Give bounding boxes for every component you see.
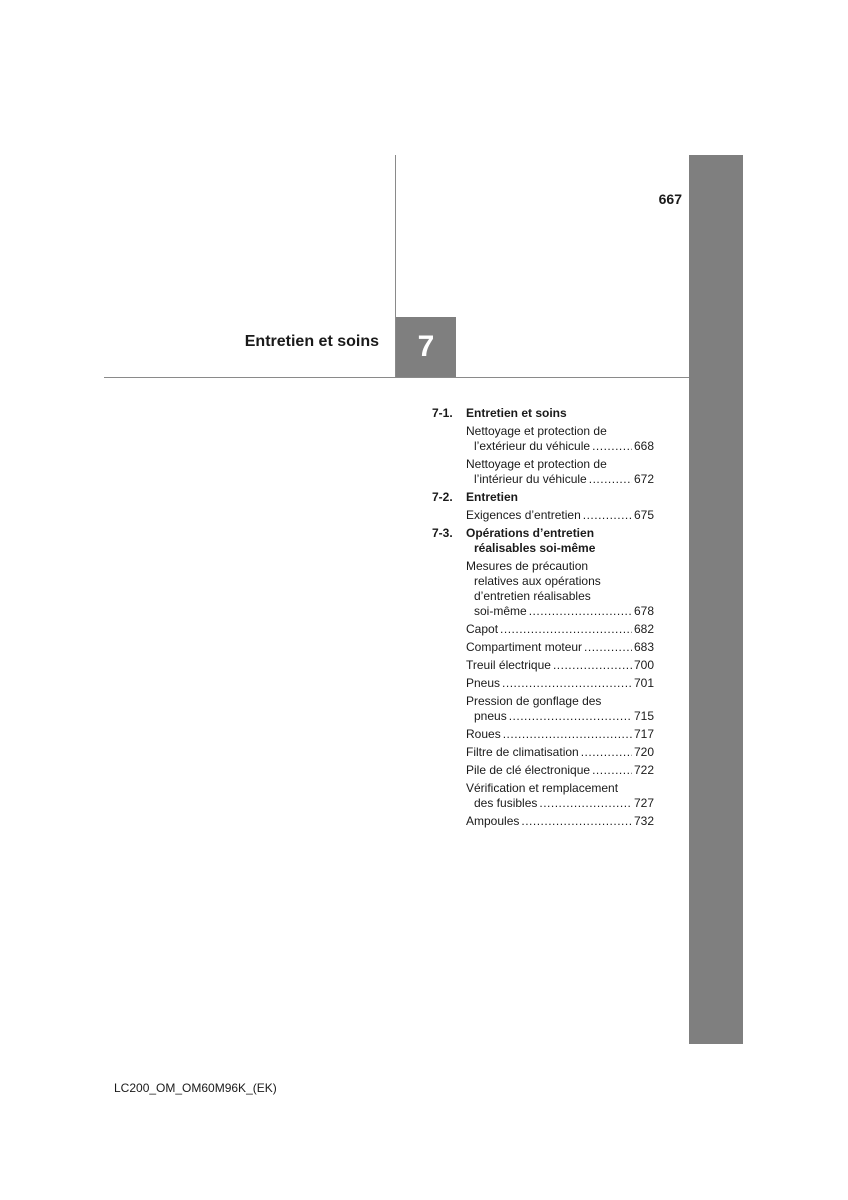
toc-entry[interactable] [432,424,654,454]
toc-leader-dots [589,472,632,487]
toc-leader-dots [553,658,632,673]
toc-entry[interactable] [432,694,654,724]
toc-entry-line: Nettoyage et protection de [466,457,607,471]
table-of-contents [432,406,654,832]
toc-entry-title: Pneus [466,676,501,690]
toc-leader-dots [500,622,632,637]
toc-leader-dots [581,745,632,760]
toc-entry-title: pneus [474,709,507,723]
toc-leader-dots [502,676,632,691]
toc-entry-page: 732 [633,814,654,828]
toc-entry-page: 672 [633,472,654,486]
toc-entry-page: 727 [633,796,654,810]
toc-entry-page: 678 [633,604,654,618]
toc-entry-leader-line [466,796,654,811]
toc-entry-line: Vérification et remplacement [466,781,619,795]
toc-entry-leader-line [466,640,654,655]
toc-entry-page: 720 [633,745,654,759]
toc-entry-title: soi-même [474,604,527,618]
toc-leader-dots [592,439,632,454]
toc-entry-title: Compartiment moteur [466,640,583,654]
toc-entry-title: des fusibles [474,796,538,810]
toc-section-title: Opérations d’entretien [466,526,595,540]
toc-entry-leader-line [466,658,654,673]
toc-entry[interactable] [432,781,654,811]
toc-section-title: Entretien [466,490,519,504]
toc-entry-leader-line [466,745,654,760]
toc-entry[interactable] [432,508,654,523]
toc-entry-title: Roues [466,727,501,741]
toc-entry-title: Ampoules [466,814,520,828]
chapter-side-tab [689,155,743,1044]
toc-entry[interactable] [432,727,654,742]
toc-entry-page: 717 [633,727,654,741]
toc-section [432,406,654,421]
toc-entry[interactable] [432,658,654,673]
toc-leader-dots [529,604,632,619]
toc-entry[interactable] [432,457,654,487]
toc-section [432,526,654,556]
toc-entry-page: 700 [633,658,654,672]
toc-entry-page: 722 [633,763,654,777]
toc-entry-page: 675 [633,508,654,522]
toc-entry-leader-line [466,439,654,454]
toc-entry[interactable] [432,559,654,619]
toc-entry-title: l’extérieur du véhicule [474,439,591,453]
toc-entry-leader-line [466,508,654,523]
toc-section [432,490,654,505]
toc-entry-line: relatives aux opérations [474,574,601,588]
toc-entry-leader-line [466,676,654,691]
toc-entry-leader-line [466,622,654,637]
chapter-number-badge: 7 [396,317,456,377]
toc-section-number: 7-1. [432,406,453,420]
chapter-title: Entretien et soins [244,333,379,350]
toc-leader-dots [584,640,632,655]
toc-entry-title: Filtre de climatisation [466,745,579,759]
toc-leader-dots [509,709,632,724]
page-number: 667 [658,191,682,207]
toc-section-title: Entretien et soins [466,406,567,420]
toc-entry-leader-line [466,604,654,619]
toc-entry-page: 682 [633,622,654,636]
toc-entry-page: 701 [633,676,654,690]
toc-section-number: 7-2. [432,490,453,504]
toc-entry-leader-line [466,472,654,487]
toc-entry-leader-line [466,763,654,778]
toc-entry-line: Pression de gonflage des [466,694,602,708]
toc-entry-leader-line [466,814,654,829]
toc-entry-page: 683 [633,640,654,654]
toc-section-title-continued: réalisables soi-même [474,541,596,555]
toc-leader-dots [503,727,632,742]
toc-entry-title: l’intérieur du véhicule [474,472,587,486]
document-code: LC200_OM_OM60M96K_(EK) [114,1081,277,1095]
toc-entry[interactable] [432,814,654,829]
toc-entry-page: 715 [633,709,654,723]
toc-leader-dots [592,763,632,778]
toc-entry[interactable] [432,676,654,691]
toc-entry-leader-line [466,709,654,724]
toc-entry-line: d’entretien réalisables [474,589,591,603]
toc-entry-title: Pile de clé électronique [466,763,591,777]
toc-entry[interactable] [432,745,654,760]
toc-entry[interactable] [432,640,654,655]
toc-entry-page: 668 [633,439,654,453]
toc-entry-line: Nettoyage et protection de [466,424,607,438]
toc-section-number: 7-3. [432,526,453,540]
toc-leader-dots [583,508,632,523]
toc-entry-line: Mesures de précaution [466,559,589,573]
horizontal-rule [104,377,692,378]
toc-leader-dots [539,796,632,811]
toc-entry-title: Capot [466,622,499,636]
toc-entry[interactable] [432,763,654,778]
toc-entry-leader-line [466,727,654,742]
toc-leader-dots [521,814,632,829]
toc-entry[interactable] [432,622,654,637]
toc-entry-title: Exigences d’entretien [466,508,581,522]
toc-entry-title: Treuil électrique [466,658,551,672]
